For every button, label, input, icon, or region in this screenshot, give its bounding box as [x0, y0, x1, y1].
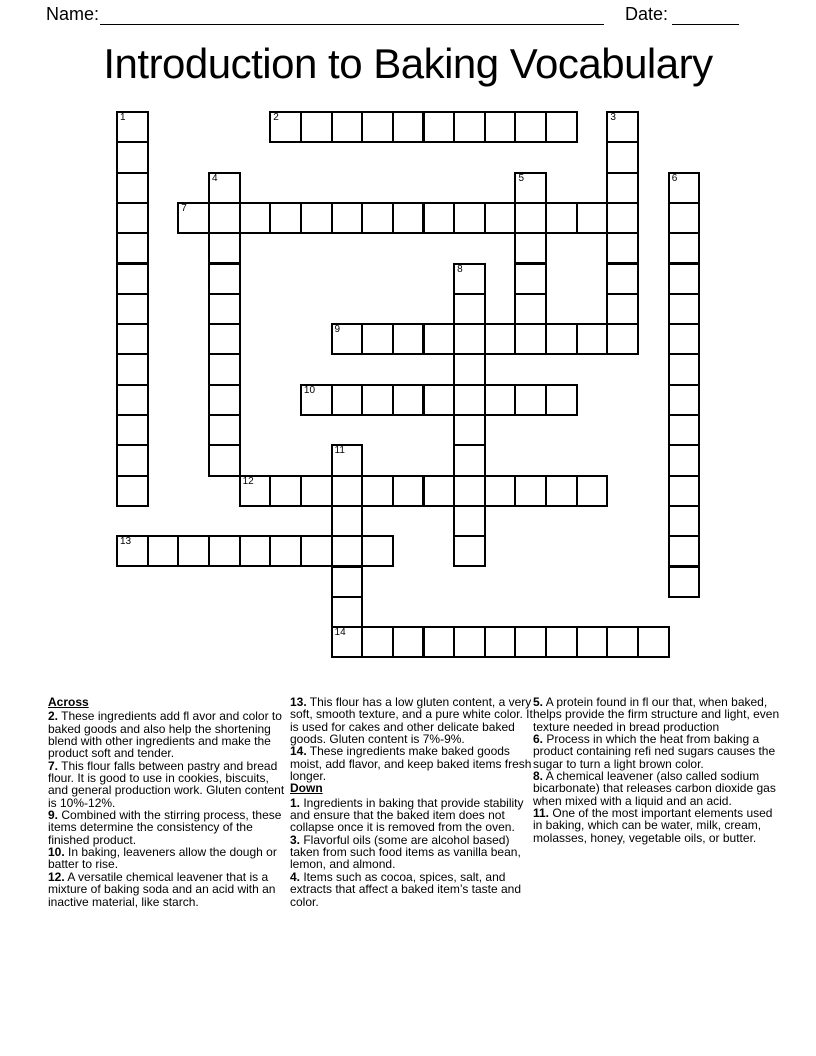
grid-cell-r14-c7[interactable] [331, 535, 364, 567]
grid-cell-r17-c14[interactable] [545, 626, 578, 658]
clue-number-11: 11 [334, 445, 345, 457]
clue-down-1: 1. Ingredients in baking that provide stability and ensure that the baked item does not collapse once it is removed from the oven. [290, 795, 524, 835]
clue-num-label: 1. [290, 795, 301, 810]
clue-num-label: 7. [48, 758, 59, 773]
grid-cell-r9-c6[interactable] [300, 384, 333, 416]
clue-num-label: 5. [533, 695, 544, 709]
grid-cell-r14-c11[interactable] [453, 535, 486, 567]
grid-cell-r17-c11[interactable] [453, 626, 486, 658]
grid-cell-r15-c18[interactable] [668, 566, 701, 598]
grid-cell-r4-c18[interactable] [668, 232, 701, 264]
grid-cell-r9-c18[interactable] [668, 384, 701, 416]
grid-cell-r0-c16[interactable] [606, 111, 639, 143]
clue-num-label: 14. [290, 744, 307, 759]
clue-num-label: 10. [48, 845, 65, 860]
grid-cell-r6-c3[interactable] [208, 293, 241, 325]
clue-number-13: 13 [120, 536, 132, 548]
grid-cell-r7-c18[interactable] [668, 323, 701, 355]
grid-cell-r12-c7[interactable] [331, 475, 364, 507]
clue-column-2 [290, 696, 533, 908]
grid-cell-r12-c15[interactable] [576, 475, 609, 507]
clue-number-6: 6 [671, 172, 678, 184]
grid-cell-r3-c5[interactable] [269, 202, 302, 234]
grid-cell-r3-c0[interactable] [116, 202, 149, 234]
grid-cell-r0-c11[interactable] [453, 111, 486, 143]
grid-cell-r12-c0[interactable] [116, 475, 149, 507]
grid-cell-r3-c2[interactable] [177, 202, 210, 234]
grid-cell-r12-c6[interactable] [300, 475, 333, 507]
grid-cell-r13-c11[interactable] [453, 505, 486, 537]
clue-num-label: 8. [533, 769, 544, 784]
grid-cell-r7-c12[interactable] [484, 323, 517, 355]
grid-cell-r3-c6[interactable] [300, 202, 333, 234]
grid-cell-r5-c0[interactable] [116, 263, 149, 295]
grid-cell-r0-c8[interactable] [361, 111, 394, 143]
grid-cell-r7-c8[interactable] [361, 323, 394, 355]
grid-cell-r9-c11[interactable] [453, 384, 486, 416]
grid-cell-r8-c11[interactable] [453, 353, 486, 385]
grid-cell-r3-c10[interactable] [423, 202, 456, 234]
grid-cell-r5-c3[interactable] [208, 263, 241, 295]
grid-cell-r11-c18[interactable] [668, 444, 701, 476]
grid-cell-r3-c3[interactable] [208, 202, 241, 234]
grid-cell-r4-c0[interactable] [116, 232, 149, 264]
grid-cell-r14-c0[interactable] [116, 535, 149, 567]
grid-cell-r1-c0[interactable] [116, 141, 149, 173]
grid-cell-r17-c8[interactable] [361, 626, 394, 658]
grid-cell-r2-c16[interactable] [606, 172, 639, 204]
grid-cell-r7-c0[interactable] [116, 323, 149, 355]
grid-cell-r17-c15[interactable] [576, 626, 609, 658]
grid-cell-r7-c9[interactable] [392, 323, 425, 355]
grid-cell-r7-c10[interactable] [423, 323, 456, 355]
clue-down-11: 11. One of the most important elements used in baking, which can be water, milk, cream, molasses, honey, vegetable oils, or butter. [533, 806, 773, 845]
grid-cell-r3-c18[interactable] [668, 202, 701, 234]
grid-cell-r14-c3[interactable] [208, 535, 241, 567]
grid-cell-r2-c0[interactable] [116, 172, 149, 204]
clue-down-3: 3. Flavorful oils (some are alcohol based) taken from such food items as vanilla bean, lemon, and almond. [290, 832, 521, 872]
clue-across-12: 12. A versatile chemical leavener that is a mixture of baking soda and an acid with an inactive material, like starch. [48, 869, 276, 909]
grid-cell-r9-c8[interactable] [361, 384, 394, 416]
grid-cell-r11-c7[interactable] [331, 444, 364, 476]
grid-cell-r9-c12[interactable] [484, 384, 517, 416]
clue-number-12: 12 [242, 475, 254, 487]
grid-cell-r1-c16[interactable] [606, 141, 639, 173]
clue-num-label: 9. [48, 808, 59, 823]
grid-cell-r12-c12[interactable] [484, 475, 517, 507]
grid-cell-r3-c14[interactable] [545, 202, 578, 234]
grid-cell-r11-c11[interactable] [453, 444, 486, 476]
grid-cell-r6-c16[interactable] [606, 293, 639, 325]
grid-cell-r0-c9[interactable] [392, 111, 425, 143]
grid-cell-r17-c10[interactable] [423, 626, 456, 658]
grid-cell-r10-c18[interactable] [668, 414, 701, 446]
grid-cell-r5-c13[interactable] [514, 263, 547, 295]
grid-cell-r17-c16[interactable] [606, 626, 639, 658]
clue-down-5: 5. A protein found in fl our that, when baked, helps provide the firm structure and light, even texture needed in bread production [533, 695, 780, 734]
clue-across-14: 14. These ingredients make baked goods moist, add flavor, and keep baked items fresh longer. [290, 744, 532, 784]
grid-cell-r12-c4[interactable] [239, 475, 272, 507]
grid-cell-r14-c18[interactable] [668, 535, 701, 567]
clue-column-1 [48, 696, 288, 908]
grid-cell-r9-c14[interactable] [545, 384, 578, 416]
grid-cell-r9-c10[interactable] [423, 384, 456, 416]
across-heading: Across [48, 695, 89, 709]
clue-number-2: 2 [273, 112, 279, 123]
grid-cell-r6-c18[interactable] [668, 293, 701, 325]
grid-cell-r4-c16[interactable] [606, 232, 639, 264]
grid-cell-r0-c13[interactable] [514, 111, 547, 143]
grid-cell-r14-c8[interactable] [361, 535, 394, 567]
down-heading: Down [290, 781, 323, 796]
grid-cell-r12-c11[interactable] [453, 475, 486, 507]
grid-cell-r5-c18[interactable] [668, 263, 701, 295]
grid-cell-r14-c5[interactable] [269, 535, 302, 567]
grid-cell-r14-c1[interactable] [147, 535, 180, 567]
clue-down-4: 4. Items such as cocoa, spices, salt, and extracts that affect a baked item’s taste and color. [290, 869, 522, 909]
grid-cell-r2-c3[interactable] [208, 172, 241, 204]
grid-cell-r0-c10[interactable] [423, 111, 456, 143]
grid-cell-r14-c4[interactable] [239, 535, 272, 567]
clue-across-9: 9. Combined with the stirring process, these items determine the consistency of the finished product. [48, 808, 282, 847]
grid-cell-r2-c18[interactable] [668, 172, 701, 204]
clue-number-3: 3 [610, 112, 616, 123]
grid-cell-r12-c9[interactable] [392, 475, 425, 507]
grid-cell-r15-c7[interactable] [331, 566, 364, 598]
page-title: Introduction to Baking Vocabulary [103, 40, 713, 87]
clue-number-5: 5 [518, 172, 524, 184]
grid-cell-r10-c0[interactable] [116, 414, 149, 446]
grid-cell-r16-c7[interactable] [331, 596, 364, 628]
grid-cell-r9-c3[interactable] [208, 384, 241, 416]
grid-cell-r0-c5[interactable] [269, 111, 302, 143]
clue-num-label: 12. [48, 869, 65, 884]
grid-cell-r7-c15[interactable] [576, 323, 609, 355]
clue-num-label: 6. [533, 732, 544, 747]
grid-cell-r9-c13[interactable] [514, 384, 547, 416]
clue-number-14: 14 [334, 627, 346, 639]
grid-cell-r3-c7[interactable] [331, 202, 364, 234]
grid-cell-r13-c18[interactable] [668, 505, 701, 537]
grid-cell-r3-c8[interactable] [361, 202, 394, 234]
grid-cell-r12-c14[interactable] [545, 475, 578, 507]
grid-cell-r12-c5[interactable] [269, 475, 302, 507]
grid-cell-r0-c12[interactable] [484, 111, 517, 143]
grid-cell-r7-c11[interactable] [453, 323, 486, 355]
clue-number-7: 7 [181, 202, 187, 214]
clue-number-10: 10 [303, 384, 316, 396]
grid-cell-r8-c0[interactable] [116, 353, 149, 385]
grid-cell-r9-c0[interactable] [116, 384, 149, 416]
grid-cell-r8-c18[interactable] [668, 353, 701, 385]
grid-cell-r12-c13[interactable] [514, 475, 547, 507]
grid-cell-r9-c7[interactable] [331, 384, 364, 416]
grid-cell-r9-c9[interactable] [392, 384, 425, 416]
grid-cell-r17-c17[interactable] [637, 626, 670, 658]
grid-cell-r2-c13[interactable] [514, 172, 547, 204]
grid-cell-r3-c12[interactable] [484, 202, 517, 234]
grid-cell-r12-c8[interactable] [361, 475, 394, 507]
clue-down-6: 6. Process in which the heat from baking a product containing refi ned sugars causes the sugar to turn a light brown color. [533, 732, 776, 771]
grid-cell-r11-c3[interactable] [208, 444, 241, 476]
grid-cell-r7-c16[interactable] [606, 323, 639, 355]
grid-cell-r13-c7[interactable] [331, 505, 364, 537]
grid-cell-r14-c2[interactable] [177, 535, 210, 567]
grid-cell-r4-c3[interactable] [208, 232, 241, 264]
clue-num-label: 11. [533, 806, 550, 821]
grid-cell-r17-c7[interactable] [331, 626, 364, 658]
clue-across-7: 7. This flour falls between pastry and bread flour. It is good to use in cookies, biscuits, and general production work. Gluten content is 10%-12%. [48, 758, 285, 810]
grid-cell-r5-c16[interactable] [606, 263, 639, 295]
grid-cell-r3-c11[interactable] [453, 202, 486, 234]
grid-cell-r6-c11[interactable] [453, 293, 486, 325]
grid-cell-r0-c6[interactable] [300, 111, 333, 143]
grid-cell-r17-c9[interactable] [392, 626, 425, 658]
clue-num-label: 2. [48, 709, 59, 724]
grid-cell-r5-c11[interactable] [453, 263, 486, 295]
name-label: Name: [46, 4, 100, 24]
grid-cell-r6-c13[interactable] [514, 293, 547, 325]
grid-cell-r17-c12[interactable] [484, 626, 517, 658]
grid-cell-r6-c0[interactable] [116, 293, 149, 325]
clue-number-1: 1 [120, 112, 126, 123]
clue-across-13: 13. This flour has a low gluten content, a very soft, smooth texture, and a pure white color. It is used for cakes and other delicate baked goods. Gluten content is 7%-9%. [290, 695, 533, 747]
grid-cell-r17-c13[interactable] [514, 626, 547, 658]
grid-cell-r3-c15[interactable] [576, 202, 609, 234]
clue-down-8: 8. A chemical leavener (also called sodium bicarbonate) that releases carbon dioxide gas when mixed with a liquid and an acid. [533, 769, 776, 808]
grid-cell-r10-c3[interactable] [208, 414, 241, 446]
grid-cell-r3-c16[interactable] [606, 202, 639, 234]
clue-across-2: 2. These ingredients add fl avor and color to baked goods and also help the shortening blend with other ingredients and make the product soft and tender. [48, 709, 282, 761]
clue-num-label: 3. [290, 832, 301, 847]
grid-cell-r0-c0[interactable] [116, 111, 149, 143]
grid-cell-r10-c11[interactable] [453, 414, 486, 446]
grid-cell-r7-c7[interactable] [331, 323, 364, 355]
grid-cell-r4-c13[interactable] [514, 232, 547, 264]
grid-cell-r7-c14[interactable] [545, 323, 578, 355]
grid-cell-r3-c4[interactable] [239, 202, 272, 234]
date-label: Date: [625, 4, 669, 24]
clue-across-10: 10. In baking, leaveners allow the dough or batter to rise. [48, 845, 277, 872]
clue-num-label: 13. [290, 695, 307, 709]
clue-number-4: 4 [211, 172, 218, 184]
clue-num-label: 4. [290, 869, 301, 884]
grid-cell-r11-c0[interactable] [116, 444, 149, 476]
grid-cell-r0-c14[interactable] [545, 111, 578, 143]
clue-number-9: 9 [334, 324, 341, 336]
grid-cell-r3-c9[interactable] [392, 202, 425, 234]
grid-cell-r12-c10[interactable] [423, 475, 456, 507]
grid-cell-r3-c13[interactable] [514, 202, 547, 234]
clue-number-8: 8 [457, 263, 463, 275]
grid-cell-r0-c7[interactable] [331, 111, 364, 143]
grid-cell-r8-c3[interactable] [208, 353, 241, 385]
grid-cell-r7-c13[interactable] [514, 323, 547, 355]
grid-cell-r7-c3[interactable] [208, 323, 241, 355]
clue-column-3 [533, 696, 785, 844]
grid-cell-r12-c18[interactable] [668, 475, 701, 507]
grid-cell-r14-c6[interactable] [300, 535, 333, 567]
